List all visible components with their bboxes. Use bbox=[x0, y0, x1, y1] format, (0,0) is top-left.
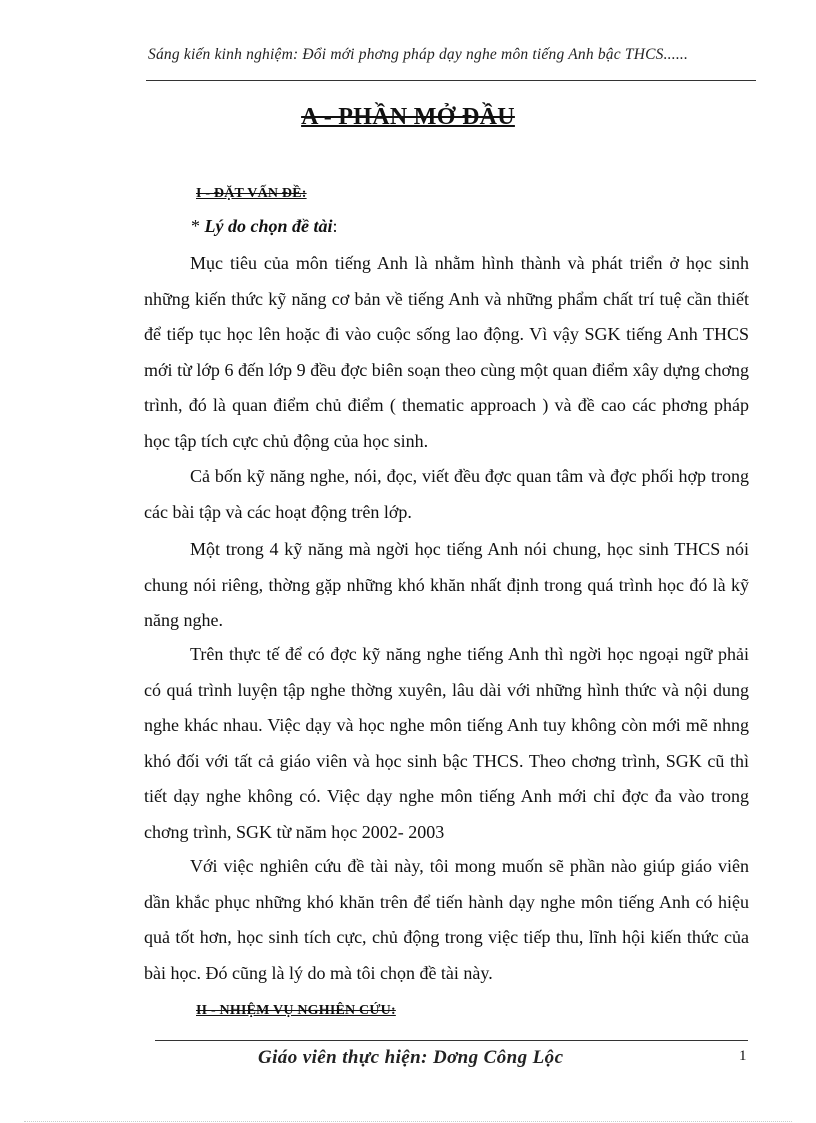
page-title: A - PHẦN MỞ ĐẦU bbox=[301, 104, 515, 130]
page-bottom-border bbox=[24, 1121, 792, 1122]
paragraph-1: Mục tiêu của môn tiếng Anh là nhằm hình thành và phát triển ở học sinh những kiến thức kỹ năng cơ bản về tiếng Anh và những phẩm chất trí tuệ cần thiết để tiếp tục học lên hoặc đi vào cuộc sống lao động. Vì vậy SGK tiếng Anh THCS mới từ lớp 6 đến lớp 9 đều đợc biên soạn theo cùng một quan điểm xây dựng chơng trình, đó là quan điểm chủ điểm ( thematic approach ) và đề cao các phơng pháp học tập tích cực chủ động của học sinh. bbox=[144, 253, 749, 451]
paragraph-4: Trên thực tế để có đợc kỹ năng nghe tiếng Anh thì ngời học ngoại ngữ phải có quá trình luyện tập nghe thờng xuyên, lâu dài với những hình thức và nội dung nghe khác nhau. Việc dạy và học nghe môn tiếng Anh tuy không còn mới mẽ nhng khó đối với tất cả giáo viên và học sinh bậc THCS. Theo chơng trình, SGK cũ thì tiết dạy nghe không có. Việc dạy nghe môn tiếng Anh mới chỉ đợc đa vào trong chơng trình, SGK từ năm học 2002- 2003 bbox=[144, 644, 749, 842]
paragraph-3: Một trong 4 kỹ năng mà ngời học tiếng Anh nói chung, học sinh THCS nói chung nói riêng, thờng gặp những khó khăn nhất định trong quá trình học đó là kỹ năng nghe. bbox=[144, 539, 749, 630]
section-heading-2: II - NHIỆM VỤ NGHIÊN CỨU: bbox=[196, 1003, 396, 1018]
footer-author: Giáo viên thực hiện: Dơng Công Lộc bbox=[258, 1047, 564, 1068]
page-number: 1 bbox=[739, 1048, 747, 1064]
subheading-label: Lý do chọn đề tài bbox=[204, 216, 333, 236]
paragraph-5: Với việc nghiên cứu đề tài này, tôi mong muốn sẽ phần nào giúp giáo viên dần khắc phục những khó khăn trên để tiến hành dạy nghe môn tiếng Anh có hiệu quả tốt hơn, học sinh tích cực, chủ động trong việc tiếp thu, lĩnh hội kiến thức của bài học. Đó cũng là lý do mà tôi chọn đề tài này. bbox=[144, 856, 749, 983]
paragraph-2: Cả bốn kỹ năng nghe, nói, đọc, viết đều đợc quan tâm và đợc phối hợp trong các bài tập và các hoạt động trên lớp. bbox=[144, 466, 749, 522]
section-heading-1: I - ĐẶT VẤN ĐỀ: bbox=[196, 186, 307, 201]
subheading-suffix: : bbox=[332, 216, 338, 236]
running-header: Sáng kiến kinh nghiệm: Đổi mới phơng pháp dạy nghe môn tiếng Anh bậc THCS...... bbox=[148, 46, 689, 63]
header-divider bbox=[146, 80, 756, 81]
subheading-prefix: * bbox=[191, 216, 205, 236]
subheading-reason bbox=[191, 216, 338, 237]
footer-divider bbox=[155, 1040, 748, 1041]
